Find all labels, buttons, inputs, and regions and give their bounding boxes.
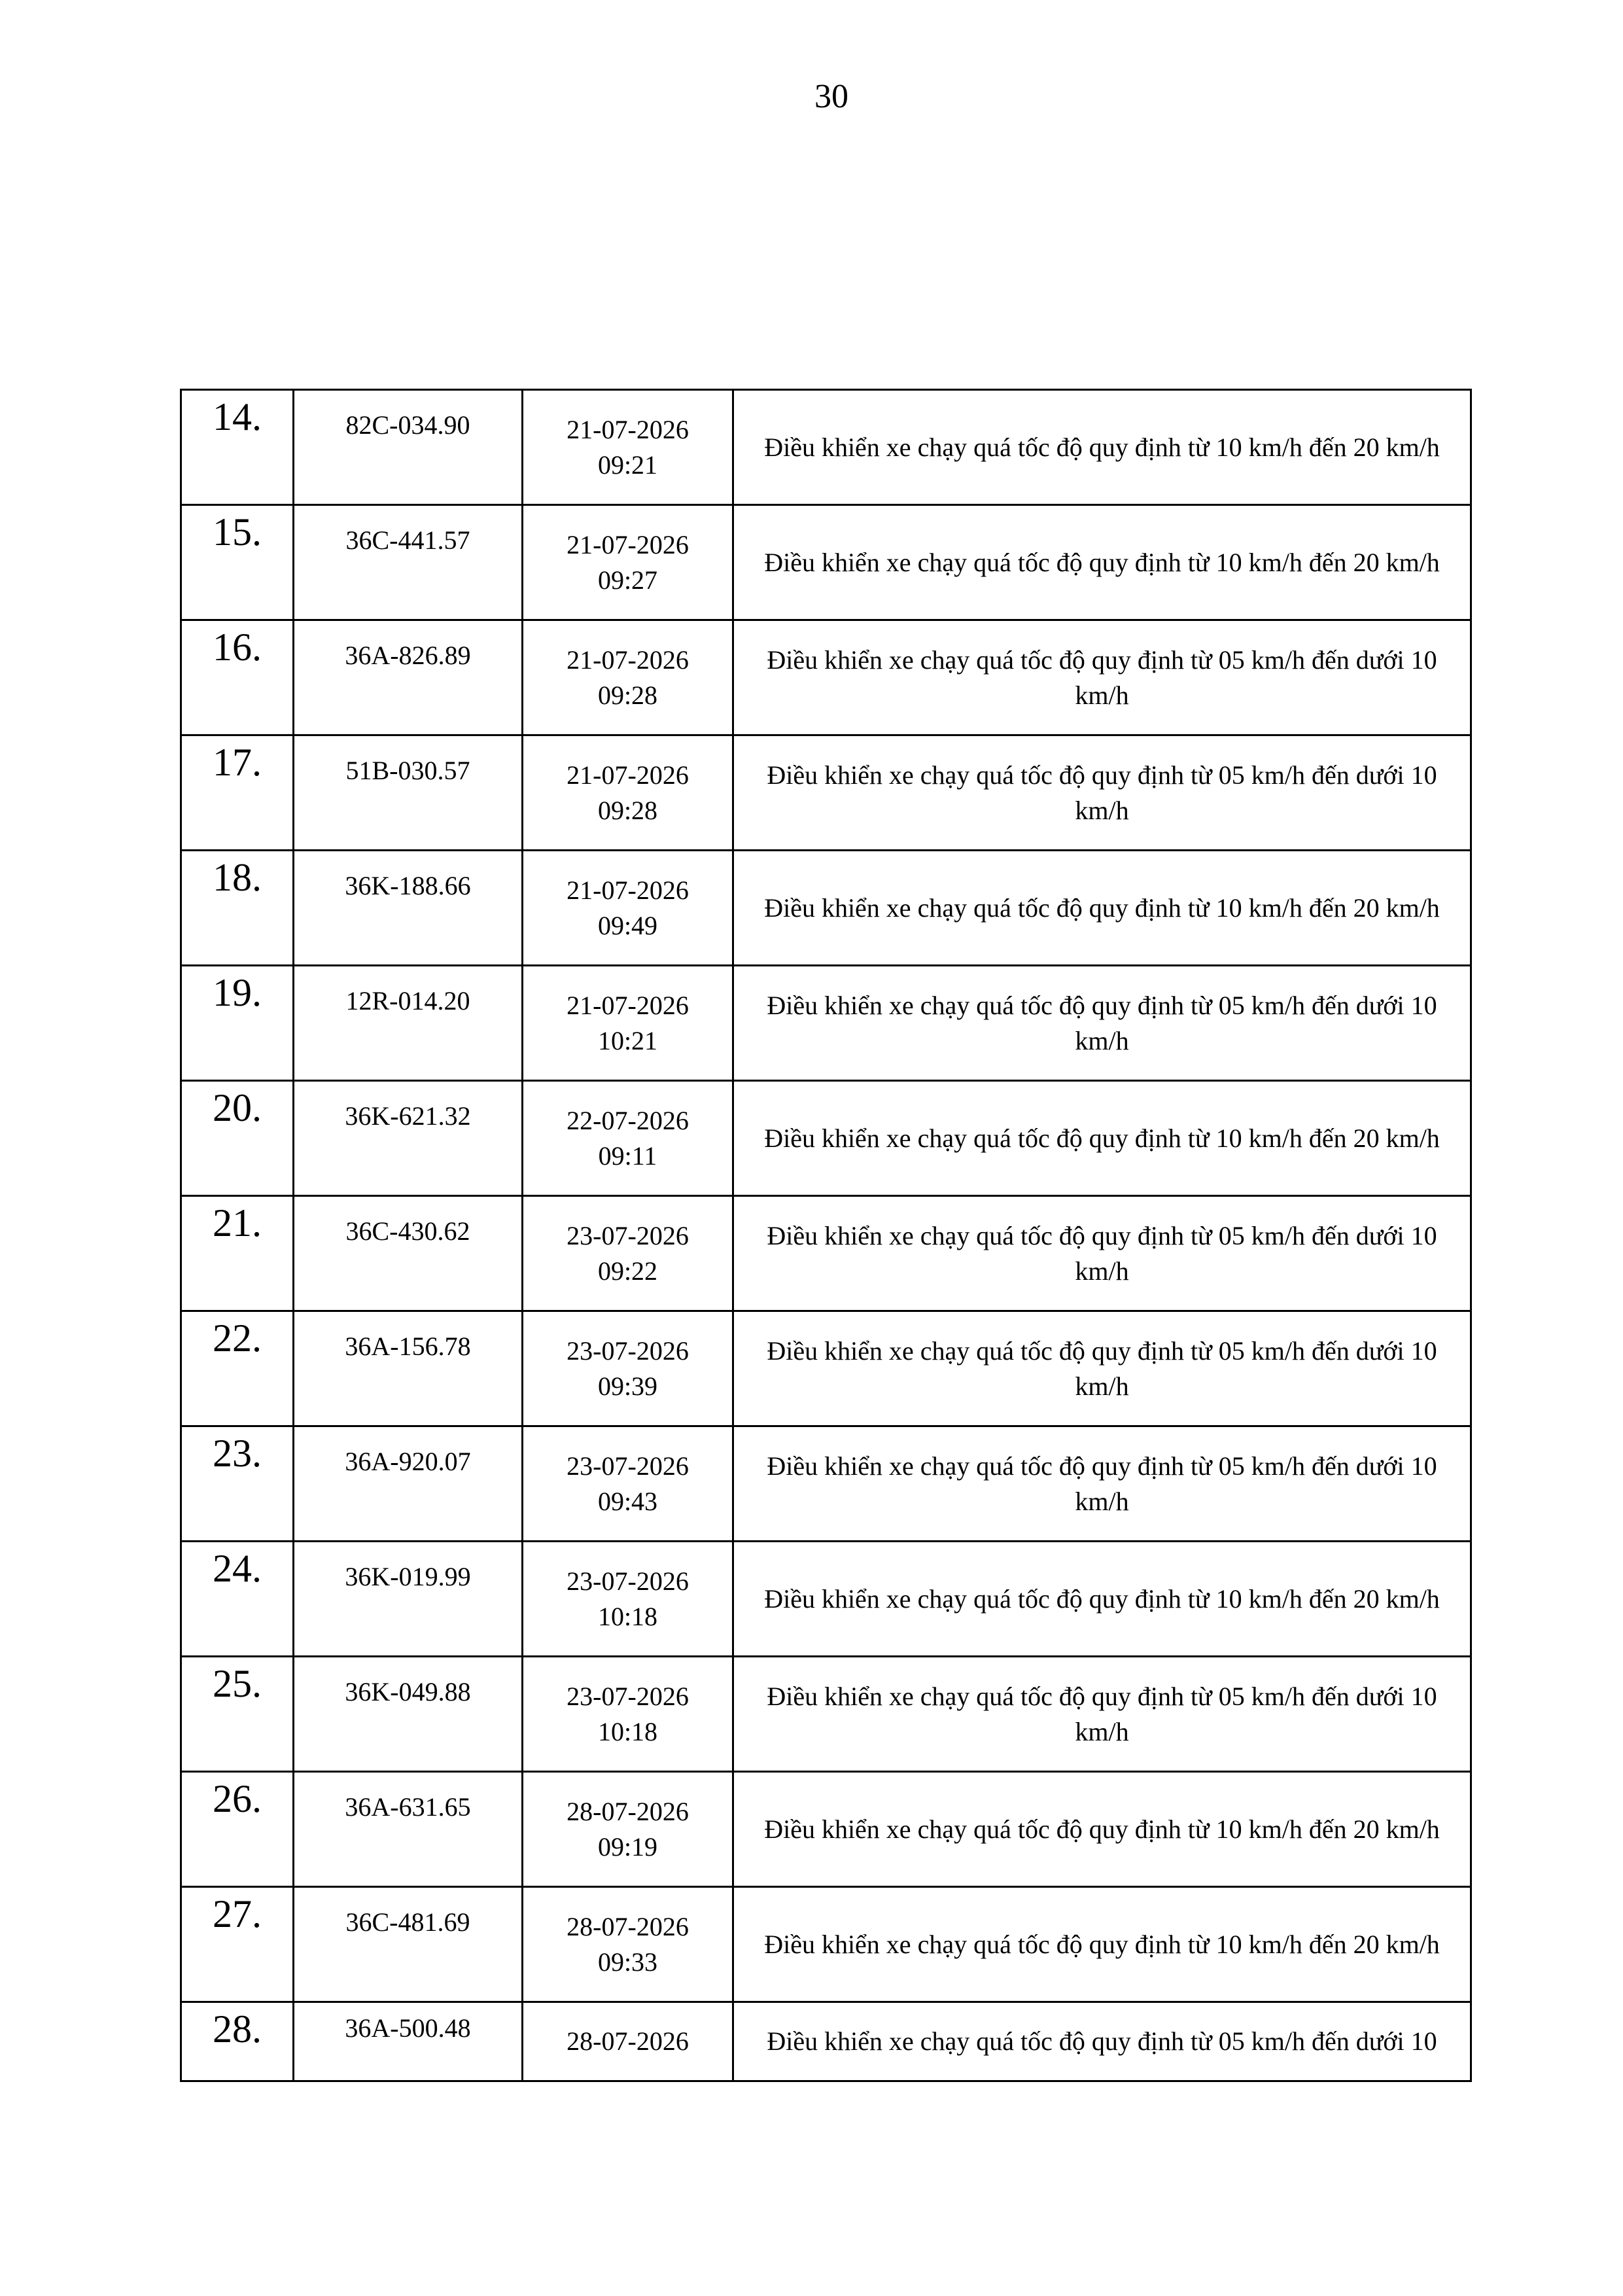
violation-datetime [523,390,733,505]
violation-description: Điều khiển xe chạy quá tốc độ quy định từ 05 km/h đến dưới 10 km/h [733,735,1471,851]
row-number: 27. [181,1887,294,2002]
row-number: 18. [181,851,294,966]
violation-time: 09:49 [597,910,658,940]
violation-description: Điều khiển xe chạy quá tốc độ quy định từ 05 km/h đến dưới 10 km/h [733,620,1471,735]
table-row [181,1081,1471,1196]
row-number: 17. [181,735,294,851]
license-plate: 36K-188.66 [294,851,523,966]
violation-description: Điều khiển xe chạy quá tốc độ quy định từ 05 km/h đến dưới 10 km/h [733,966,1471,1081]
table-row [181,390,1471,505]
violation-datetime [523,851,733,966]
violation-time: 09:22 [597,1256,658,1286]
violation-date: 21-07-2026 [567,645,689,675]
violation-description: Điều khiển xe chạy quá tốc độ quy định từ 05 km/h đến dưới 10 [733,2002,1471,2081]
row-number: 22. [181,1311,294,1426]
violation-description: Điều khiển xe chạy quá tốc độ quy định từ 05 km/h đến dưới 10 km/h [733,1196,1471,1311]
violation-description: Điều khiển xe chạy quá tốc độ quy định từ 10 km/h đến 20 km/h [733,1081,1471,1196]
row-number: 21. [181,1196,294,1311]
violation-datetime [523,1311,733,1426]
table-row [181,2002,1471,2081]
license-plate: 36C-430.62 [294,1196,523,1311]
violation-time: 09:28 [597,680,658,710]
violation-time: 09:33 [597,1947,658,1977]
violation-date: 23-07-2026 [567,1451,689,1481]
row-number: 20. [181,1081,294,1196]
license-plate: 36A-500.48 [294,2002,523,2081]
table-row [181,735,1471,851]
license-plate: 36A-156.78 [294,1311,523,1426]
table-row [181,1426,1471,1542]
violation-datetime [523,1657,733,1772]
violation-time: 10:21 [597,1025,658,1055]
table-row [181,1657,1471,1772]
row-number: 23. [181,1426,294,1542]
violation-description: Điều khiển xe chạy quá tốc độ quy định từ 05 km/h đến dưới 10 km/h [733,1311,1471,1426]
violation-date: 23-07-2026 [567,1566,689,1596]
row-number: 25. [181,1657,294,1772]
violation-datetime [523,620,733,735]
table-row [181,505,1471,620]
violation-time: 09:21 [597,450,658,480]
violation-time: 09:28 [597,795,658,825]
page-number: 30 [814,78,848,115]
violation-datetime [523,1887,733,2002]
violation-time: 09:43 [597,1486,658,1516]
row-number: 19. [181,966,294,1081]
violation-datetime [523,1081,733,1196]
violation-description: Điều khiển xe chạy quá tốc độ quy định từ 05 km/h đến dưới 10 km/h [733,1426,1471,1542]
row-number: 14. [181,390,294,505]
violation-time: 10:18 [597,1716,658,1746]
license-plate: 36C-481.69 [294,1887,523,2002]
table-row [181,1887,1471,2002]
row-number: 24. [181,1542,294,1657]
violation-datetime [523,1542,733,1657]
license-plate: 36A-826.89 [294,620,523,735]
violation-date: 28-07-2026 [567,1796,689,1826]
table-row [181,620,1471,735]
violation-description: Điều khiển xe chạy quá tốc độ quy định từ 05 km/h đến dưới 10 km/h [733,1657,1471,1772]
violations-table [180,389,1472,2082]
violation-description: Điều khiển xe chạy quá tốc độ quy định từ 10 km/h đến 20 km/h [733,851,1471,966]
table-row [181,966,1471,1081]
license-plate: 51B-030.57 [294,735,523,851]
violation-time: 09:39 [597,1371,658,1401]
row-number: 15. [181,505,294,620]
license-plate: 36K-019.99 [294,1542,523,1657]
violation-date: 21-07-2026 [567,414,689,444]
violation-time: 09:27 [597,565,658,595]
row-number: 28. [181,2002,294,2081]
violation-datetime [523,505,733,620]
table-row [181,1772,1471,1887]
violation-date: 21-07-2026 [567,990,689,1020]
violation-date: 23-07-2026 [567,1681,689,1711]
violation-description: Điều khiển xe chạy quá tốc độ quy định từ 10 km/h đến 20 km/h [733,505,1471,620]
violation-date: 28-07-2026 [567,1911,689,1941]
table-row [181,1311,1471,1426]
license-plate: 36A-631.65 [294,1772,523,1887]
license-plate: 36K-049.88 [294,1657,523,1772]
violation-description: Điều khiển xe chạy quá tốc độ quy định từ 10 km/h đến 20 km/h [733,390,1471,505]
violation-date: 21-07-2026 [567,760,689,790]
violation-date: 21-07-2026 [567,529,689,559]
license-plate: 36A-920.07 [294,1426,523,1542]
violation-date: 23-07-2026 [567,1335,689,1366]
violation-date: 21-07-2026 [567,875,689,905]
violation-description: Điều khiển xe chạy quá tốc độ quy định từ 10 km/h đến 20 km/h [733,1542,1471,1657]
violation-description: Điều khiển xe chạy quá tốc độ quy định từ 10 km/h đến 20 km/h [733,1772,1471,1887]
license-plate: 82C-034.90 [294,390,523,505]
violation-datetime [523,1196,733,1311]
violations-table-body [181,390,1471,2081]
violation-date: 23-07-2026 [567,1220,689,1250]
violation-date: 22-07-2026 [567,1105,689,1135]
license-plate: 36C-441.57 [294,505,523,620]
violation-time: 10:18 [597,1601,658,1631]
violation-datetime [523,966,733,1081]
violation-datetime [523,1772,733,1887]
violation-datetime [523,1426,733,1542]
violation-time: 09:11 [598,1140,657,1171]
table-row [181,1542,1471,1657]
row-number: 26. [181,1772,294,1887]
license-plate: 12R-014.20 [294,966,523,1081]
table-row [181,1196,1471,1311]
row-number: 16. [181,620,294,735]
violation-time: 09:19 [597,1831,658,1862]
license-plate: 36K-621.32 [294,1081,523,1196]
table-row [181,851,1471,966]
violation-datetime [523,2002,733,2081]
violation-date: 28-07-2026 [567,2026,689,2056]
violation-description: Điều khiển xe chạy quá tốc độ quy định từ 10 km/h đến 20 km/h [733,1887,1471,2002]
violation-datetime [523,735,733,851]
